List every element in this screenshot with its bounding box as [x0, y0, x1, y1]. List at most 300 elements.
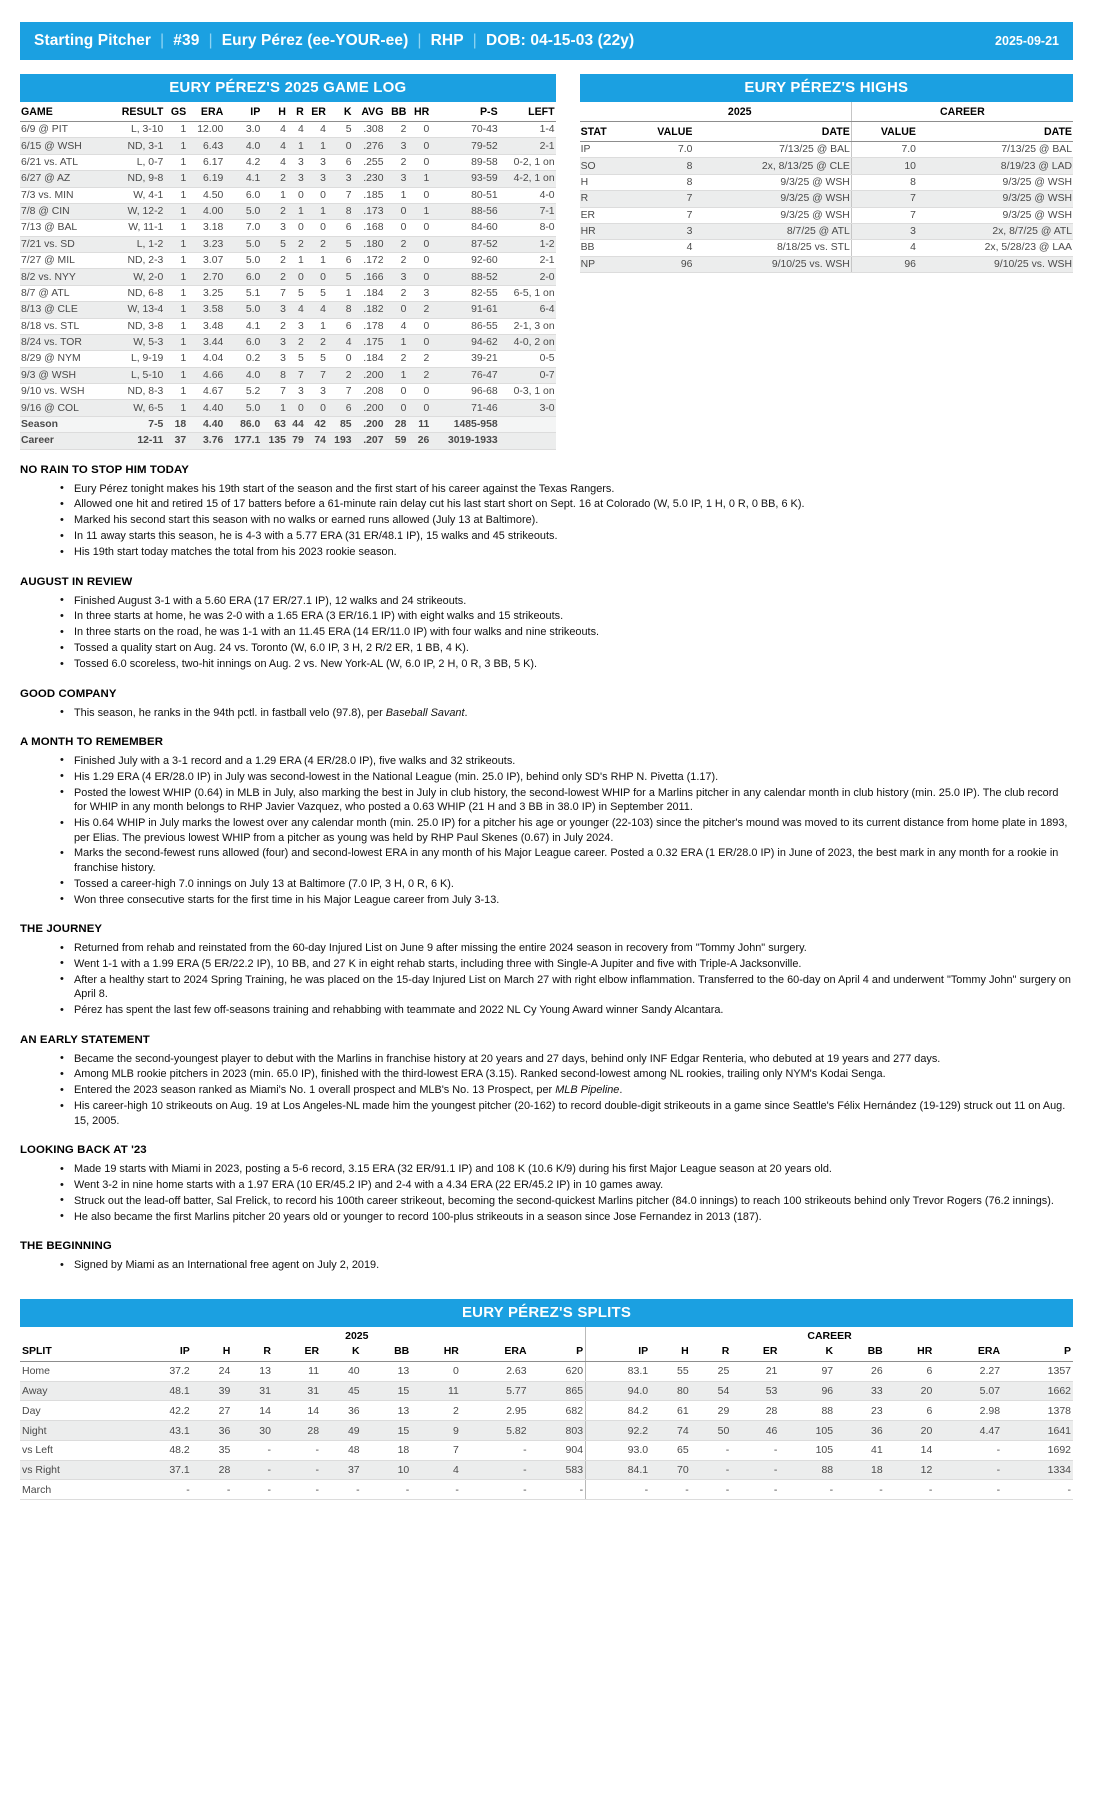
table-row — [20, 400, 556, 416]
split-value: 14 — [273, 1401, 321, 1421]
note-bullet: • Eury Pérez tonight makes his 19th start of the season and the first start of his career against the Texas Rangers. — [60, 482, 1073, 496]
split-value: - — [934, 1440, 1002, 1460]
stat-cell: 0.2 — [224, 351, 261, 367]
splits-col-2025-h: H — [192, 1342, 233, 1361]
highs-body — [580, 142, 1073, 273]
stat-cell: 4.1 — [224, 318, 261, 334]
highs-value-cell: 9/3/25 @ WSH — [693, 207, 851, 223]
stat-cell: 1 — [164, 334, 187, 350]
highs-value-cell: 2x, 8/7/25 @ ATL — [917, 223, 1073, 239]
stat-cell: 0 — [287, 400, 305, 416]
stat-cell: 3.23 — [187, 236, 224, 252]
stat-cell: 94-62 — [430, 334, 498, 350]
totals-cell: 11 — [407, 416, 430, 432]
stat-cell: 3 — [305, 171, 327, 187]
stat-cell: .173 — [353, 203, 385, 219]
stat-cell: 0 — [407, 154, 430, 170]
totals-cell: .200 — [353, 416, 385, 432]
stat-cell: 0-2, 1 on — [499, 154, 556, 170]
table-row — [580, 191, 1073, 207]
totals-cell: 28 — [384, 416, 407, 432]
stat-cell: 2 — [384, 122, 407, 138]
split-value: - — [461, 1480, 529, 1500]
note-bullet: • Signed by Miami as an International free agent on July 2, 2019. — [60, 1258, 1073, 1272]
stat-cell: 6.0 — [224, 269, 261, 285]
stat-cell: 4 — [287, 302, 305, 318]
split-value: 583 — [529, 1460, 586, 1480]
player-throwing-hand: RHP — [430, 32, 464, 49]
game-log-col-p-s: P-S — [430, 102, 498, 122]
stat-cell: 1 — [327, 285, 353, 301]
totals-cell: 1485-958 — [430, 416, 498, 432]
note-bullet: • His 1.29 ERA (4 ER/28.0 IP) in July was second-lowest in the National League (min. 25.0 IP), behind only SD's RHP N. Pivetta (1.17). — [60, 770, 1073, 784]
stat-cell: 0 — [287, 187, 305, 203]
stat-cell: .180 — [353, 236, 385, 252]
splits-col-career-era: ERA — [934, 1342, 1002, 1361]
stat-cell: 87-52 — [430, 236, 498, 252]
stat-cell: 0 — [407, 236, 430, 252]
stat-cell: 4.0 — [224, 138, 261, 154]
note-heading: AN EARLY STATEMENT — [20, 1033, 150, 1046]
game-log-header-row — [20, 102, 556, 122]
note-bullet: • Entered the 2023 season ranked as Miami's No. 1 overall prospect and MLB's No. 13 Prospect, per MLB Pipeline. — [60, 1083, 1073, 1097]
stat-cell: 3 — [384, 171, 407, 187]
split-value: 40 — [321, 1361, 362, 1381]
stat-cell: 96-68 — [430, 384, 498, 400]
table-row — [20, 351, 556, 367]
highs-value-cell: 8 — [629, 158, 694, 174]
split-value: 105 — [779, 1421, 835, 1441]
split-value: 105 — [779, 1440, 835, 1460]
split-value: - — [461, 1460, 529, 1480]
stat-cell: .276 — [353, 138, 385, 154]
highs-group-header-row — [580, 102, 1073, 122]
game-log-col-bb: BB — [384, 102, 407, 122]
split-value: - — [362, 1480, 412, 1500]
stat-cell: L, 1-2 — [107, 236, 165, 252]
stat-cell: 6.43 — [187, 138, 224, 154]
highs-value-cell: 7.0 — [851, 142, 917, 158]
split-value: - — [691, 1460, 732, 1480]
table-row — [580, 174, 1073, 190]
split-value: 2.27 — [934, 1361, 1002, 1381]
table-row — [20, 1361, 1073, 1381]
stat-cell: 3.58 — [187, 302, 224, 318]
split-value: 11 — [411, 1381, 461, 1401]
highs-value-cell: 2x, 5/28/23 @ LAA — [917, 240, 1073, 256]
split-value: 0 — [411, 1361, 461, 1381]
stat-cell: 84-60 — [430, 220, 498, 236]
stat-cell: 0 — [407, 318, 430, 334]
game-log-col-ip: IP — [224, 102, 261, 122]
game-cell: 8/7 @ ATL — [20, 285, 107, 301]
split-value: 28 — [273, 1421, 321, 1441]
split-value: 13 — [362, 1401, 412, 1421]
table-row — [20, 1401, 1073, 1421]
split-value: 20 — [885, 1421, 935, 1441]
highs-col-3: VALUE — [851, 122, 917, 142]
split-value: 92.2 — [586, 1421, 651, 1441]
stat-cell: 2-1 — [499, 253, 556, 269]
stat-cell: .184 — [353, 351, 385, 367]
splits-col-career-p: P — [1002, 1342, 1073, 1361]
stat-cell: 5 — [261, 236, 287, 252]
game-cell: 7/8 @ CIN — [20, 203, 107, 219]
split-value: - — [321, 1480, 362, 1500]
totals-cell: 3019-1933 — [430, 433, 498, 449]
stat-cell: .175 — [353, 334, 385, 350]
highs-value-cell: 9/3/25 @ WSH — [917, 191, 1073, 207]
stat-cell: 3.18 — [187, 220, 224, 236]
stat-cell: .255 — [353, 154, 385, 170]
split-value: 4.47 — [934, 1421, 1002, 1441]
divider-glyph: | — [417, 32, 422, 49]
stat-cell: .184 — [353, 285, 385, 301]
split-label: Away — [20, 1381, 129, 1401]
splits-col-2025-hr: HR — [411, 1342, 461, 1361]
game-cell: 8/18 vs. STL — [20, 318, 107, 334]
note-bullet-list — [20, 594, 1073, 672]
split-label: Home — [20, 1361, 129, 1381]
note-bullet: • Marks the second-fewest runs allowed (four) and second-lowest ERA in any month of his Major League career. Posted a 0.32 ERA (1 ER/28.0 IP) in June of 2023, the best mark in any month for a rookie in franchise history. — [60, 846, 1073, 875]
stat-cell: 1 — [164, 253, 187, 269]
totals-cell: 44 — [287, 416, 305, 432]
stat-cell: 12.00 — [187, 122, 224, 138]
split-value: 9 — [411, 1421, 461, 1441]
stat-cell: 79-52 — [430, 138, 498, 154]
stat-cell: 1 — [164, 220, 187, 236]
stat-cell: 4-0, 2 on — [499, 334, 556, 350]
stat-cell: 4.40 — [187, 400, 224, 416]
split-value: 54 — [691, 1381, 732, 1401]
split-value: 865 — [529, 1381, 586, 1401]
stat-cell: 0 — [287, 220, 305, 236]
stat-cell: 89-58 — [430, 154, 498, 170]
stat-cell: .185 — [353, 187, 385, 203]
stat-cell: 7-1 — [499, 203, 556, 219]
totals-row — [20, 433, 556, 449]
split-value: 1334 — [1002, 1460, 1073, 1480]
report-date: 2025-09-21 — [995, 34, 1059, 48]
stat-cell: 3.44 — [187, 334, 224, 350]
stat-cell: 4 — [305, 302, 327, 318]
split-value: 15 — [362, 1421, 412, 1441]
split-value: 48.2 — [129, 1440, 192, 1460]
split-value: - — [461, 1440, 529, 1460]
game-cell: 6/9 @ PIT — [20, 122, 107, 138]
game-log-col-game: GAME — [20, 102, 107, 122]
game-log-col-er: ER — [305, 102, 327, 122]
splits-col-career-k: K — [779, 1342, 835, 1361]
stat-cell: 76-47 — [430, 367, 498, 383]
game-log-col-left: LEFT — [499, 102, 556, 122]
stat-cell: 0 — [407, 384, 430, 400]
split-value: 42.2 — [129, 1401, 192, 1421]
stat-cell: 1 — [305, 138, 327, 154]
note-bullet: • After a healthy start to 2024 Spring Training, he was placed on the 15-day Injured List on March 27 with right elbow inflammation. Transferred to the 60-day on April 4 and underwent "Tommy John" surgery on April 8. — [60, 973, 1073, 1002]
split-value: 11 — [273, 1361, 321, 1381]
player-role: Starting Pitcher — [34, 32, 152, 49]
split-value: 53 — [731, 1381, 779, 1401]
note-bullet: • Tossed a quality start on Aug. 24 vs. Toronto (W, 6.0 IP, 3 H, 2 R/2 ER, 1 BB, 4 K). — [60, 641, 1073, 655]
split-value: 88 — [779, 1460, 835, 1480]
stat-cell: 1 — [287, 138, 305, 154]
stat-cell: 4 — [384, 318, 407, 334]
note-bullet: • Among MLB rookie pitchers in 2023 (min. 65.0 IP), finished with the third-lowest ERA (3.15). Ranked second-lowest among NL rookies, trailing only NYM's Kodai Senga. — [60, 1067, 1073, 1081]
note-bullet-list — [20, 1052, 1073, 1129]
stat-cell: 2 — [287, 334, 305, 350]
totals-cell: 18 — [164, 416, 187, 432]
stat-cell: 0 — [305, 220, 327, 236]
table-row — [20, 1460, 1073, 1480]
split-value: 41 — [835, 1440, 885, 1460]
stat-cell: 3 — [384, 269, 407, 285]
stat-cell: 1 — [164, 138, 187, 154]
note-bullet: • Struck out the lead-off batter, Sal Frelick, to record his 100th career strikeout, becoming the second-quickest Marlins pitcher (84.0 innings) to reach 100 strikeouts behind only Trevor Rogers (76.2 innings). — [60, 1194, 1073, 1208]
stat-cell: 4.1 — [224, 171, 261, 187]
note-bullet: • Won three consecutive starts for the first time in his Major League career from July 3-13. — [60, 893, 1073, 907]
note-bullet: • His 0.64 WHIP in July marks the lowest over any calendar month (min. 25.0 IP) for a pitcher his age or younger (22-103) since the pitcher's mound was moved to its current distance from home plate in 1893, per Elias. The previous lowest WHIP from a pitcher as young was held by RHP Paul Skenes (0.67) in July 2024. — [60, 816, 1073, 845]
table-row — [580, 223, 1073, 239]
stat-cell: 3-0 — [499, 400, 556, 416]
table-row — [20, 138, 556, 154]
stat-cell: 0 — [407, 334, 430, 350]
game-cell: 7/13 @ BAL — [20, 220, 107, 236]
stat-cell: 0 — [407, 122, 430, 138]
note-bullet: • Allowed one hit and retired 15 of 17 batters before a 61-minute rain delay cut his last start short on Sept. 16 at Colorado (W, 5.0 IP, 1 H, 0 R, 0 BB, 6 K). — [60, 497, 1073, 511]
split-value: 10 — [362, 1460, 412, 1480]
stat-cell: .200 — [353, 367, 385, 383]
stat-cell: 5.0 — [224, 236, 261, 252]
split-value: 39 — [192, 1381, 233, 1401]
note-heading: A MONTH TO REMEMBER — [20, 735, 164, 748]
table-row — [20, 285, 556, 301]
highs-value-cell: 10 — [851, 158, 917, 174]
note-bullet: • His 19th start today matches the total from his 2023 rookie season. — [60, 545, 1073, 559]
split-value: 13 — [232, 1361, 273, 1381]
table-row — [20, 203, 556, 219]
split-label: vs Right — [20, 1460, 129, 1480]
split-label: Night — [20, 1421, 129, 1441]
stat-cell: 6 — [327, 318, 353, 334]
stat-cell: W, 13-4 — [107, 302, 165, 318]
highs-stat-cell: ER — [580, 207, 629, 223]
stat-cell: 6 — [327, 400, 353, 416]
split-value: 6 — [885, 1361, 935, 1381]
stat-cell: 0 — [407, 220, 430, 236]
stat-cell: 4-2, 1 on — [499, 171, 556, 187]
note-bullet: • Finished July with a 3-1 record and a 1.29 ERA (4 ER/28.0 IP), five walks and 32 strikeouts. — [60, 754, 1073, 768]
note-bullet-list — [20, 1258, 1073, 1272]
splits-col-2025-r: R — [232, 1342, 273, 1361]
split-value: - — [934, 1460, 1002, 1480]
split-value: 904 — [529, 1440, 586, 1460]
stat-cell: 3 — [261, 302, 287, 318]
split-value: 2.95 — [461, 1401, 529, 1421]
note-bullet: • Returned from rehab and reinstated from the 60-day Injured List on June 9 after missing the entire 2024 season in recovery from "Tommy John" surgery. — [60, 941, 1073, 955]
game-cell: 6/27 @ AZ — [20, 171, 107, 187]
splits-col-2025-er: ER — [273, 1342, 321, 1361]
stat-cell: 1 — [261, 400, 287, 416]
totals-cell: 12-11 — [107, 433, 165, 449]
stat-cell: 1 — [164, 187, 187, 203]
stat-cell: 5.0 — [224, 302, 261, 318]
split-value: - — [129, 1480, 192, 1500]
note-heading: AUGUST IN REVIEW — [20, 575, 133, 588]
note-heading: GOOD COMPANY — [20, 687, 117, 700]
totals-cell: .207 — [353, 433, 385, 449]
stat-cell: 92-60 — [430, 253, 498, 269]
splits-col-2025-k: K — [321, 1342, 362, 1361]
game-cell: 8/29 @ NYM — [20, 351, 107, 367]
stat-cell: 1 — [164, 171, 187, 187]
split-value: 28 — [731, 1401, 779, 1421]
split-value: - — [273, 1460, 321, 1480]
split-value: - — [1002, 1480, 1073, 1500]
split-value: 26 — [835, 1361, 885, 1381]
stat-cell: 5 — [327, 269, 353, 285]
split-value: 31 — [273, 1381, 321, 1401]
note-bullet: • His career-high 10 strikeouts on Aug. 19 at Los Angeles-NL made him the youngest pitcher (20-162) to record double-digit strikeouts in a game since Seattle's Félix Hernández (19-129) struck out 11 on Aug. 15, 2005. — [60, 1099, 1073, 1128]
highs-group-blank — [580, 102, 629, 122]
highs-value-cell: 9/3/25 @ WSH — [917, 174, 1073, 190]
stat-cell: 2-0 — [499, 269, 556, 285]
stat-cell: .182 — [353, 302, 385, 318]
stat-cell: 5.0 — [224, 253, 261, 269]
split-value: 12 — [885, 1460, 935, 1480]
split-label: vs Left — [20, 1440, 129, 1460]
splits-group-header-row — [20, 1327, 1073, 1342]
split-value: 35 — [192, 1440, 233, 1460]
note-bullet: • In three starts on the road, he was 1-1 with an 11.45 ERA (14 ER/11.0 IP) with four walks and nine strikeouts. — [60, 625, 1073, 639]
split-value: 18 — [362, 1440, 412, 1460]
totals-cell: 59 — [384, 433, 407, 449]
stat-cell: 0 — [407, 138, 430, 154]
game-log-col-avg: AVG — [353, 102, 385, 122]
stat-cell: ND, 8-3 — [107, 384, 165, 400]
stat-cell: L, 0-7 — [107, 154, 165, 170]
note-heading: LOOKING BACK AT '23 — [20, 1144, 147, 1157]
stat-cell: 0 — [384, 400, 407, 416]
split-value: 43.1 — [129, 1421, 192, 1441]
stat-cell: 2-1 — [499, 138, 556, 154]
split-value: 5.82 — [461, 1421, 529, 1441]
splits-col-2025-p: P — [529, 1342, 586, 1361]
table-row — [580, 158, 1073, 174]
stat-cell: 6 — [327, 220, 353, 236]
stat-cell: 1 — [384, 187, 407, 203]
stat-cell: 1 — [164, 302, 187, 318]
splits-group-blank — [20, 1327, 129, 1342]
stat-cell: 0 — [327, 351, 353, 367]
split-value: 620 — [529, 1361, 586, 1381]
split-value: 5.07 — [934, 1381, 1002, 1401]
table-row — [20, 318, 556, 334]
highs-value-cell: 7 — [851, 207, 917, 223]
split-value: 33 — [835, 1381, 885, 1401]
player-name: Eury Pérez (ee-YOUR-ee) — [221, 32, 409, 49]
stat-cell: 8 — [261, 367, 287, 383]
stat-cell: 4 — [327, 334, 353, 350]
split-value: 65 — [650, 1440, 691, 1460]
stat-cell: 2 — [384, 236, 407, 252]
stat-cell: 5 — [287, 285, 305, 301]
stat-cell: 8 — [327, 203, 353, 219]
highs-value-cell: 7/13/25 @ BAL — [693, 142, 851, 158]
stat-cell: 7 — [261, 285, 287, 301]
stat-cell: 5.0 — [224, 400, 261, 416]
splits-group-2025: 2025 — [345, 1330, 369, 1343]
stat-cell: 39-21 — [430, 351, 498, 367]
stat-cell: 2 — [407, 302, 430, 318]
stat-cell: 3.07 — [187, 253, 224, 269]
totals-cell: 86.0 — [224, 416, 261, 432]
split-value: - — [411, 1480, 461, 1500]
table-row — [20, 334, 556, 350]
stat-cell: 1 — [164, 367, 187, 383]
split-value: 18 — [835, 1460, 885, 1480]
stat-cell: 5.2 — [224, 384, 261, 400]
stat-cell: 7.0 — [224, 220, 261, 236]
stat-cell: 0 — [407, 187, 430, 203]
split-value: 1692 — [1002, 1440, 1073, 1460]
split-value: 48.1 — [129, 1381, 192, 1401]
split-value: - — [885, 1480, 935, 1500]
split-value: 29 — [691, 1401, 732, 1421]
stat-cell: 0 — [384, 203, 407, 219]
split-value: 1378 — [1002, 1401, 1073, 1421]
stat-cell: 3.25 — [187, 285, 224, 301]
stat-cell: 0 — [327, 138, 353, 154]
splits-col-career-hr: HR — [885, 1342, 935, 1361]
stat-cell: 4.00 — [187, 203, 224, 219]
splits-col-career-r: R — [691, 1342, 732, 1361]
stat-cell: 1 — [164, 400, 187, 416]
stat-cell: 3 — [287, 384, 305, 400]
stat-cell: 1 — [164, 351, 187, 367]
stat-cell: W, 12-2 — [107, 203, 165, 219]
table-row — [20, 367, 556, 383]
highs-value-cell: 4 — [851, 240, 917, 256]
stat-cell: 0 — [384, 220, 407, 236]
split-value: - — [650, 1480, 691, 1500]
table-row — [580, 207, 1073, 223]
stat-cell: 2 — [327, 367, 353, 383]
stat-cell: ND, 2-3 — [107, 253, 165, 269]
stat-cell: 2 — [384, 154, 407, 170]
highs-panel — [580, 74, 1073, 273]
stat-cell: 3 — [287, 318, 305, 334]
highs-value-cell: 7.0 — [629, 142, 694, 158]
splits-col-2025-ip: IP — [129, 1342, 192, 1361]
split-value: - — [232, 1440, 273, 1460]
split-value: - — [192, 1480, 233, 1500]
stat-cell: 88-56 — [430, 203, 498, 219]
stat-cell: 3 — [305, 154, 327, 170]
split-value: 70 — [650, 1460, 691, 1480]
split-value: - — [934, 1480, 1002, 1500]
split-value: - — [779, 1480, 835, 1500]
split-value: 25 — [691, 1361, 732, 1381]
stat-cell: .200 — [353, 400, 385, 416]
stat-cell: 4.2 — [224, 154, 261, 170]
stat-cell: 2 — [261, 318, 287, 334]
highs-value-cell: 8/7/25 @ ATL — [693, 223, 851, 239]
highs-value-cell: 96 — [629, 256, 694, 272]
split-value: - — [691, 1480, 732, 1500]
stat-cell: 1 — [305, 203, 327, 219]
note-bullet: • Tossed a career-high 7.0 innings on July 13 at Baltimore (7.0 IP, 3 H, 0 R, 6 K). — [60, 877, 1073, 891]
